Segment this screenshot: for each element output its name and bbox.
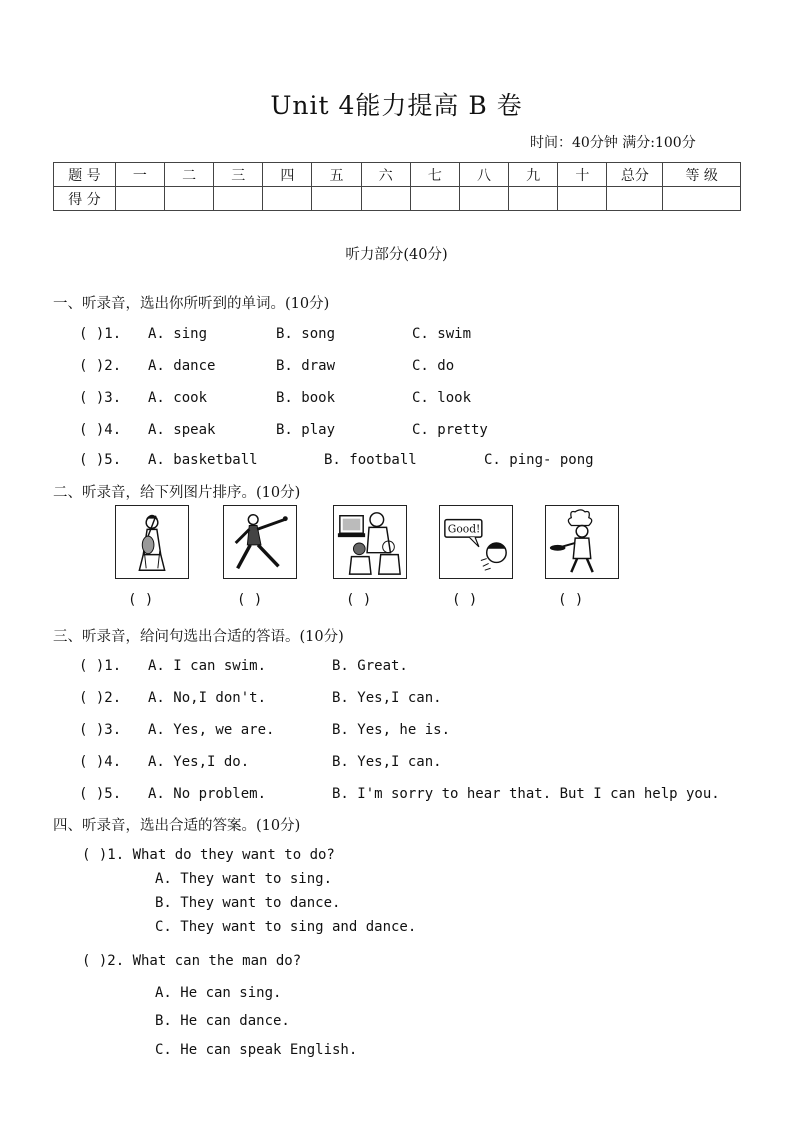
- answer-blank[interactable]: ( )5.: [79, 452, 122, 468]
- option-b: B. play: [276, 422, 336, 438]
- option-b: B. They want to dance.: [155, 895, 341, 911]
- score-cell[interactable]: [115, 187, 164, 211]
- score-header-cell: 九: [509, 163, 558, 187]
- section2-heading: 二、听录音，给下列图片排序。(10分): [53, 485, 301, 501]
- score-cell[interactable]: [607, 187, 663, 211]
- listening-heading: 听力部分(40分): [345, 247, 448, 263]
- picture-computer-kids: [333, 505, 407, 579]
- option-c: C. He can speak English.: [155, 1042, 358, 1058]
- section1-item: [79, 390, 779, 410]
- score-table-header-row: [54, 163, 741, 187]
- score-header-cell: 总分: [607, 163, 663, 187]
- section1-heading: 一、听录音，选出你所听到的单词。(10分): [53, 296, 330, 312]
- answer-blank[interactable]: ( )1.: [79, 326, 122, 342]
- section1-item: [79, 452, 779, 472]
- answer-blank[interactable]: ( )5.: [79, 786, 122, 802]
- score-header-cell: 六: [361, 163, 410, 187]
- option-b: B. Yes,I can.: [332, 690, 442, 706]
- option-b: B. He can dance.: [155, 1013, 290, 1029]
- option-a: A. I can swim.: [148, 658, 267, 674]
- option-a: A. No,I don't.: [148, 690, 267, 706]
- picture-good-speech: [439, 505, 513, 579]
- option-c: C. do: [412, 358, 455, 374]
- option-c: C. swim: [412, 326, 472, 342]
- option-a: A. They want to sing.: [155, 871, 333, 887]
- score-cell[interactable]: [165, 187, 214, 211]
- score-header-cell: 四: [263, 163, 312, 187]
- picture-kungfu-man: [223, 505, 297, 579]
- section1-item: [79, 358, 779, 378]
- section3-item: [79, 754, 779, 774]
- order-blank[interactable]: ( ): [346, 592, 372, 608]
- order-blank[interactable]: ( ): [128, 592, 154, 608]
- option-a: A. dance: [148, 358, 216, 374]
- answer-blank[interactable]: ( )2.: [79, 690, 122, 706]
- option-a: A. No problem.: [148, 786, 267, 802]
- speech-bubble-text: Good!: [447, 522, 481, 536]
- page-title: Unit 4能力提高 B 卷: [270, 91, 523, 120]
- kungfu-man-icon: [224, 506, 296, 578]
- score-cell[interactable]: [214, 187, 263, 211]
- pipa-player-icon: [116, 506, 188, 578]
- answer-blank[interactable]: ( )3.: [79, 390, 122, 406]
- score-header-cell: 七: [410, 163, 459, 187]
- good-speech-icon: [440, 506, 512, 578]
- option-b: B. draw: [276, 358, 336, 374]
- option-b: B. Yes,I can.: [332, 754, 442, 770]
- answer-blank[interactable]: ( )2.: [79, 358, 122, 374]
- score-header-cell: 题 号: [54, 163, 116, 187]
- score-cell[interactable]: [663, 187, 741, 211]
- score-cell[interactable]: [312, 187, 361, 211]
- option-b: B. Great.: [332, 658, 408, 674]
- score-header-cell: 等 级: [663, 163, 741, 187]
- section1-item: [79, 422, 779, 442]
- section3-item: [79, 658, 779, 678]
- option-b: B. song: [276, 326, 336, 342]
- score-row-label: 得 分: [54, 187, 116, 211]
- score-table-score-row: [54, 187, 741, 211]
- option-b: B. Yes, he is.: [332, 722, 451, 738]
- option-c: C. pretty: [412, 422, 488, 438]
- picture-chef-cooking: [545, 505, 619, 579]
- option-a: A. He can sing.: [155, 985, 282, 1001]
- option-a: A. cook: [148, 390, 208, 406]
- score-cell[interactable]: [558, 187, 607, 211]
- computer-kids-icon: [334, 506, 406, 578]
- section4-heading: 四、听录音，选出合适的答案。(10分): [53, 818, 301, 834]
- score-cell[interactable]: [361, 187, 410, 211]
- option-a: A. sing: [148, 326, 208, 342]
- answer-blank[interactable]: ( )4.: [79, 754, 122, 770]
- option-c: C. look: [412, 390, 472, 406]
- option-c: C. ping- pong: [484, 452, 594, 468]
- section4-question-2[interactable]: ( )2. What can the man do?: [82, 953, 302, 969]
- section3-item: [79, 786, 779, 806]
- score-header-cell: 一: [115, 163, 164, 187]
- score-header-cell: 十: [558, 163, 607, 187]
- section4-question-1[interactable]: ( )1. What do they want to do?: [82, 847, 335, 863]
- order-blank[interactable]: ( ): [237, 592, 263, 608]
- time-info: 时间：40分钟 满分:100分: [530, 135, 696, 151]
- chef-cooking-icon: [546, 506, 618, 578]
- score-cell[interactable]: [509, 187, 558, 211]
- option-a: A. Yes, we are.: [148, 722, 275, 738]
- score-header-cell: 八: [459, 163, 508, 187]
- score-cell[interactable]: [263, 187, 312, 211]
- score-header-cell: 三: [214, 163, 263, 187]
- score-header-cell: 二: [165, 163, 214, 187]
- section3-heading: 三、听录音，给问句选出合适的答语。(10分): [53, 629, 344, 645]
- option-a: A. speak: [148, 422, 216, 438]
- section3-item: [79, 690, 779, 710]
- answer-blank[interactable]: ( )3.: [79, 722, 122, 738]
- option-b: B. football: [324, 452, 417, 468]
- picture-pipa-player: [115, 505, 189, 579]
- answer-blank[interactable]: ( )1.: [79, 658, 122, 674]
- option-c: C. They want to sing and dance.: [155, 919, 417, 935]
- answer-blank[interactable]: ( )4.: [79, 422, 122, 438]
- score-cell[interactable]: [459, 187, 508, 211]
- section1-item: [79, 326, 779, 346]
- option-b: B. book: [276, 390, 336, 406]
- score-header-cell: 五: [312, 163, 361, 187]
- option-b: B. I'm sorry to hear that. But I can help you.: [332, 786, 720, 802]
- score-table: [53, 162, 741, 211]
- section3-item: [79, 722, 779, 742]
- option-a: A. Yes,I do.: [148, 754, 250, 770]
- order-blank[interactable]: ( ): [452, 592, 478, 608]
- score-cell[interactable]: [410, 187, 459, 211]
- order-blank[interactable]: ( ): [558, 592, 584, 608]
- option-a: A. basketball: [148, 452, 258, 468]
